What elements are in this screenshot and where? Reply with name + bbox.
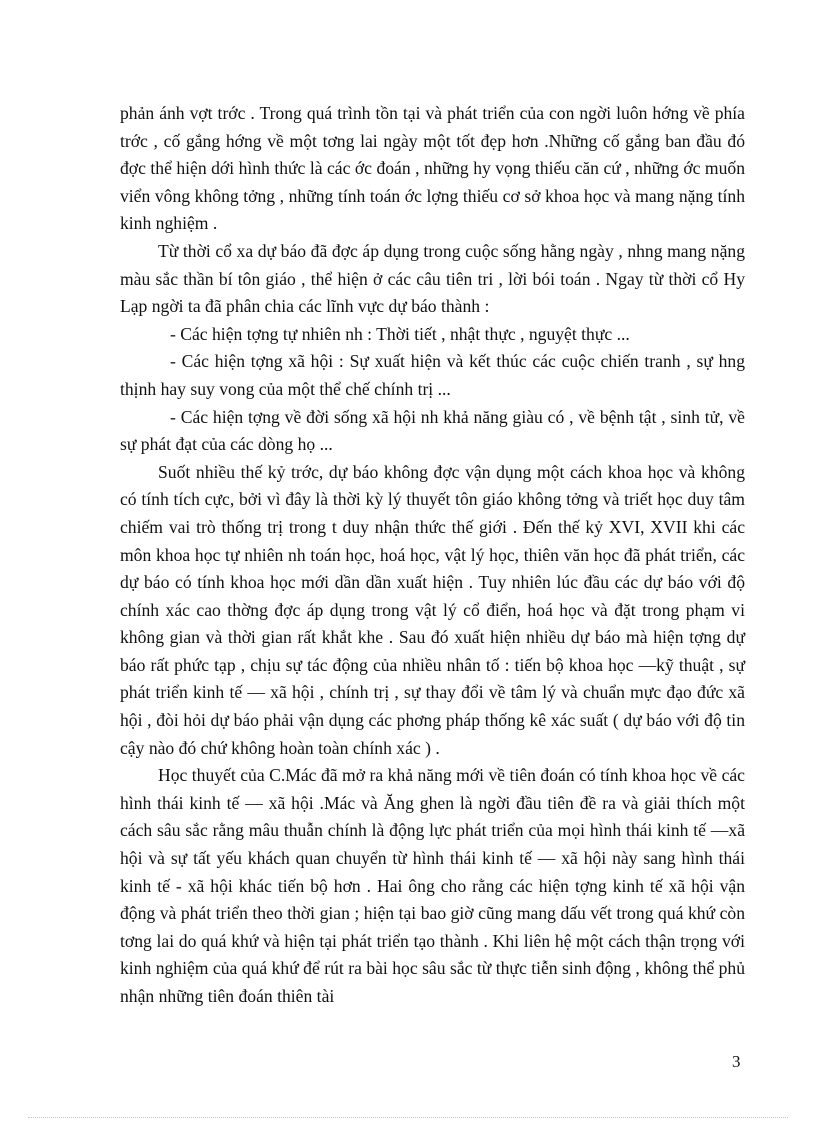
paragraph-continuation: phản ánh vợt trớc . Trong quá trình tồn tại và phát triển của con ngời luôn hớng về phía trớc , cố gắng hớng về một tơng lai ngày một tốt đẹp hơn .Những cố gắng ban đầu đó đợc thể hiện dới hình thức là các ớc đoán , những hy vọng thiếu căn cứ , những ớc muốn viển vông không tởng , những tính toán ớc lợng thiếu cơ sở khoa học và mang nặng tính kinh nghiệm . bbox=[120, 103, 745, 234]
list-item-social-life-phenomena: - Các hiện tợng về đời sống xã hội nh khả năng giàu có , về bệnh tật , sinh tử, về sự phát đạt của các dòng họ ... bbox=[120, 406, 745, 455]
page-number: 3 bbox=[732, 1052, 741, 1071]
body-text bbox=[120, 100, 745, 1011]
footer-divider bbox=[28, 1117, 788, 1118]
list-item-natural-phenomena: - Các hiện tợng tự nhiên nh : Thời tiết , nhật thực , nguyệt thực ... bbox=[170, 323, 630, 344]
paragraph-centuries: Suốt nhiều thế kỷ trớc, dự báo không đợc vận dụng một cách khoa học và không có tính tích cực, bởi vì đây là thời kỳ lý thuyết tôn giáo không tởng và triết học duy tâm chiếm vai trò thống trị trong t duy nhận thức thế giới . Đến thế kỷ XVI, XVII khi các môn khoa học tự nhiên nh toán học, hoá học, vật lý học, thiên văn học đã phát triển, các dự báo có tính khoa học mới dần dần xuất hiện . Tuy nhiên lúc đầu các dự báo với độ chính xác cao thờng đợc áp dụng trong vật lý cổ điển, hoá học và đặt trong phạm vi không gian và thời gian rất khắt khe . Sau đó xuất hiện nhiều dự báo mà hiện tợng dự báo rất phức tạp , chịu sự tác động của nhiều nhân tố : tiến bộ khoa học —kỹ thuật , sự phát triển kinh tế — xã hội , chính trị , sự thay đổi về tâm lý và chuẩn mực đạo đức xã hội , đòi hỏi dự báo phải vận dụng các phơng pháp thống kê xác suất ( dự báo với độ tin cậy nào đó chứ không hoàn toàn chính xác ) . bbox=[120, 461, 745, 758]
list-item-social-phenomena: - Các hiện tợng xã hội : Sự xuất hiện và kết thúc các cuộc chiến tranh , sự hng thịnh hay suy vong của một thể chế chính trị ... bbox=[120, 351, 745, 399]
paragraph-marx-theory: Học thuyết của C.Mác đã mở ra khả năng mới về tiên đoán có tính khoa học về các hình thái kinh tế — xã hội .Mác và Ăng ghen là ngời đầu tiên đề ra và giải thích một cách sâu sắc rằng mâu thuẫn chính là động lực phát triển của mọi hình thái kinh tế —xã hội và sự tất yếu khách quan chuyển từ hình thái kinh tế — xã hội này sang hình thái kinh tế - xã hội khác tiến bộ hơn . Hai ông cho rằng các hiện tợng kinh tế xã hội vận động và phát triển theo thời gian ; hiện tại bao giờ cũng mang dấu vết trong quá khứ còn tơng lai do quá khứ và hiện tại phát triển tạo thành . Khi liên hệ một cách thận trọng với kinh nghiệm của quá khứ để rút ra bài học sâu sắc từ thực tiễn sinh động , không thể phủ nhận những tiên đoán thiên tài bbox=[120, 765, 745, 1006]
paragraph-ancient-forecasting: Từ thời cổ xa dự báo đã đợc áp dụng trong cuộc sống hằng ngày , nhng mang nặng màu sắc thần bí tôn giáo , thể hiện ở các câu tiên tri , lời bói toán . Ngay từ thời cổ Hy Lạp ngời ta đã phân chia các lĩnh vực dự báo thành : bbox=[120, 240, 745, 317]
